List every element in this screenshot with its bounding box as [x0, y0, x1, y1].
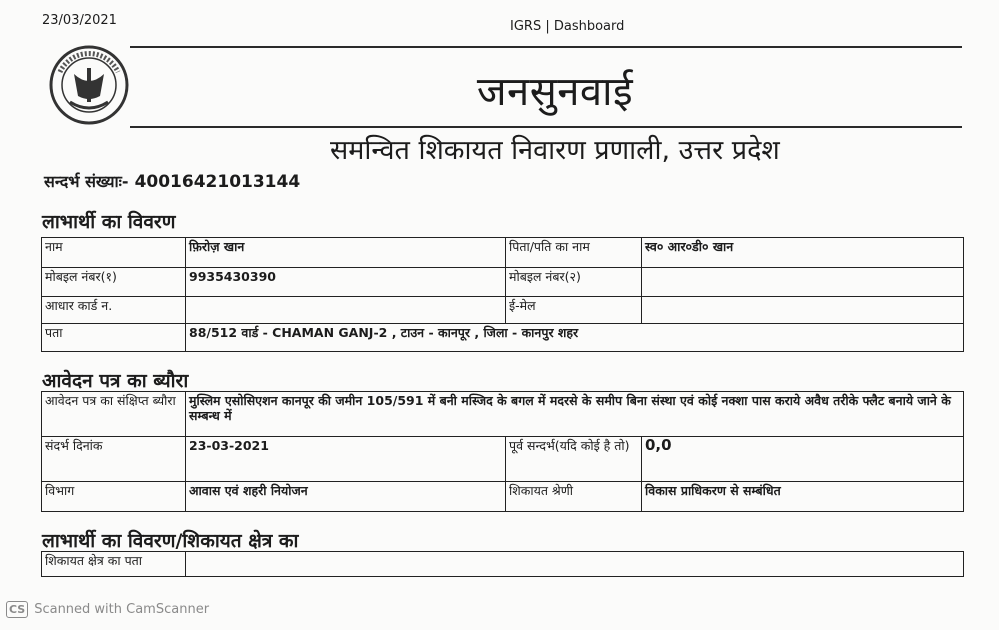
complaint-address-label: शिकायत क्षेत्र का पता: [42, 552, 186, 577]
table-row: [42, 482, 964, 512]
father-value: स्व० आर०डी० खान: [642, 238, 964, 268]
complaint-address-value: [186, 552, 964, 577]
page-subtitle: समन्वित शिकायत निवारण प्रणाली, उत्तर प्रदेश: [330, 135, 780, 166]
header-rule: [130, 46, 962, 48]
name-value: फ़िरोज़ खान: [186, 238, 506, 268]
reference-number-row: [44, 170, 300, 192]
department-label: विभाग: [42, 482, 186, 512]
father-label: पिता/पति का नाम: [506, 238, 642, 268]
table-row: [42, 552, 964, 577]
beneficiary-table: [41, 237, 964, 352]
mobile2-label: मोबइल नंबर(२): [506, 268, 642, 297]
name-label: नाम: [42, 238, 186, 268]
address-label: पता: [42, 324, 186, 352]
ref-date-value: 23-03-2021: [186, 437, 506, 482]
ref-date-label: संदर्भ दिनांक: [42, 437, 186, 482]
mobile2-value: [642, 268, 964, 297]
page-title: जनसुनवाई: [476, 69, 634, 115]
table-row: [42, 297, 964, 324]
table-row: [42, 238, 964, 268]
application-table: [41, 391, 964, 512]
email-label: ई-मेल: [506, 297, 642, 324]
department-value: आवास एवं शहरी नियोजन: [186, 482, 506, 512]
category-label: शिकायत श्रेणी: [506, 482, 642, 512]
site-title: IGRS | Dashboard: [510, 19, 625, 34]
table-row: [42, 268, 964, 297]
title-rule: [130, 126, 962, 128]
address-value: 88/512 वार्ड - CHAMAN GANJ-2 , टाउन - कानपूर , जिला - कानपुर शहर: [186, 324, 964, 352]
watermark-text: Scanned with CamScanner: [34, 602, 210, 617]
beneficiary-section-title: लाभार्थी का विवरण: [42, 211, 176, 233]
table-row: [42, 437, 964, 482]
scanner-watermark: [6, 601, 209, 618]
complaint-area-table: [41, 551, 964, 577]
table-row: [42, 392, 964, 437]
print-date: 23/03/2021: [42, 13, 117, 28]
table-row: [42, 324, 964, 352]
mobile1-value: 9935430390: [186, 268, 506, 297]
aadhaar-value: [186, 297, 506, 324]
prev-ref-label: पूर्व सन्दर्भ(यदि कोई है तो): [506, 437, 642, 482]
summary-label: आवेदन पत्र का संक्षिप्त ब्यौरा: [42, 392, 186, 437]
complaint-area-section-title: लाभार्थी का विवरण/शिकायत क्षेत्र का: [42, 530, 299, 552]
aadhaar-label: आधार कार्ड न.: [42, 297, 186, 324]
email-value: [642, 297, 964, 324]
reference-number: 40016421013144: [134, 172, 301, 192]
reference-label: सन्दर्भ संख्याः-: [44, 172, 129, 191]
summary-value: मुस्लिम एसोसिएशन कानपूर की जमीन 105/591 में बनी मस्जिद के बगल में मदरसे के समीप बिना संस्था एवं कोई नक्शा पास कराये अवैध तरीके फ्लैट बनाये जाने के सम्बन्ध में: [186, 392, 964, 437]
application-section-title: आवेदन पत्र का ब्यौरा: [42, 370, 189, 392]
camscanner-icon: CS: [6, 601, 28, 618]
category-value: विकास प्राधिकरण से सम्बंधित: [642, 482, 964, 512]
prev-ref-value: 0,0: [642, 437, 964, 482]
mobile1-label: मोबइल नंबर(१): [42, 268, 186, 297]
